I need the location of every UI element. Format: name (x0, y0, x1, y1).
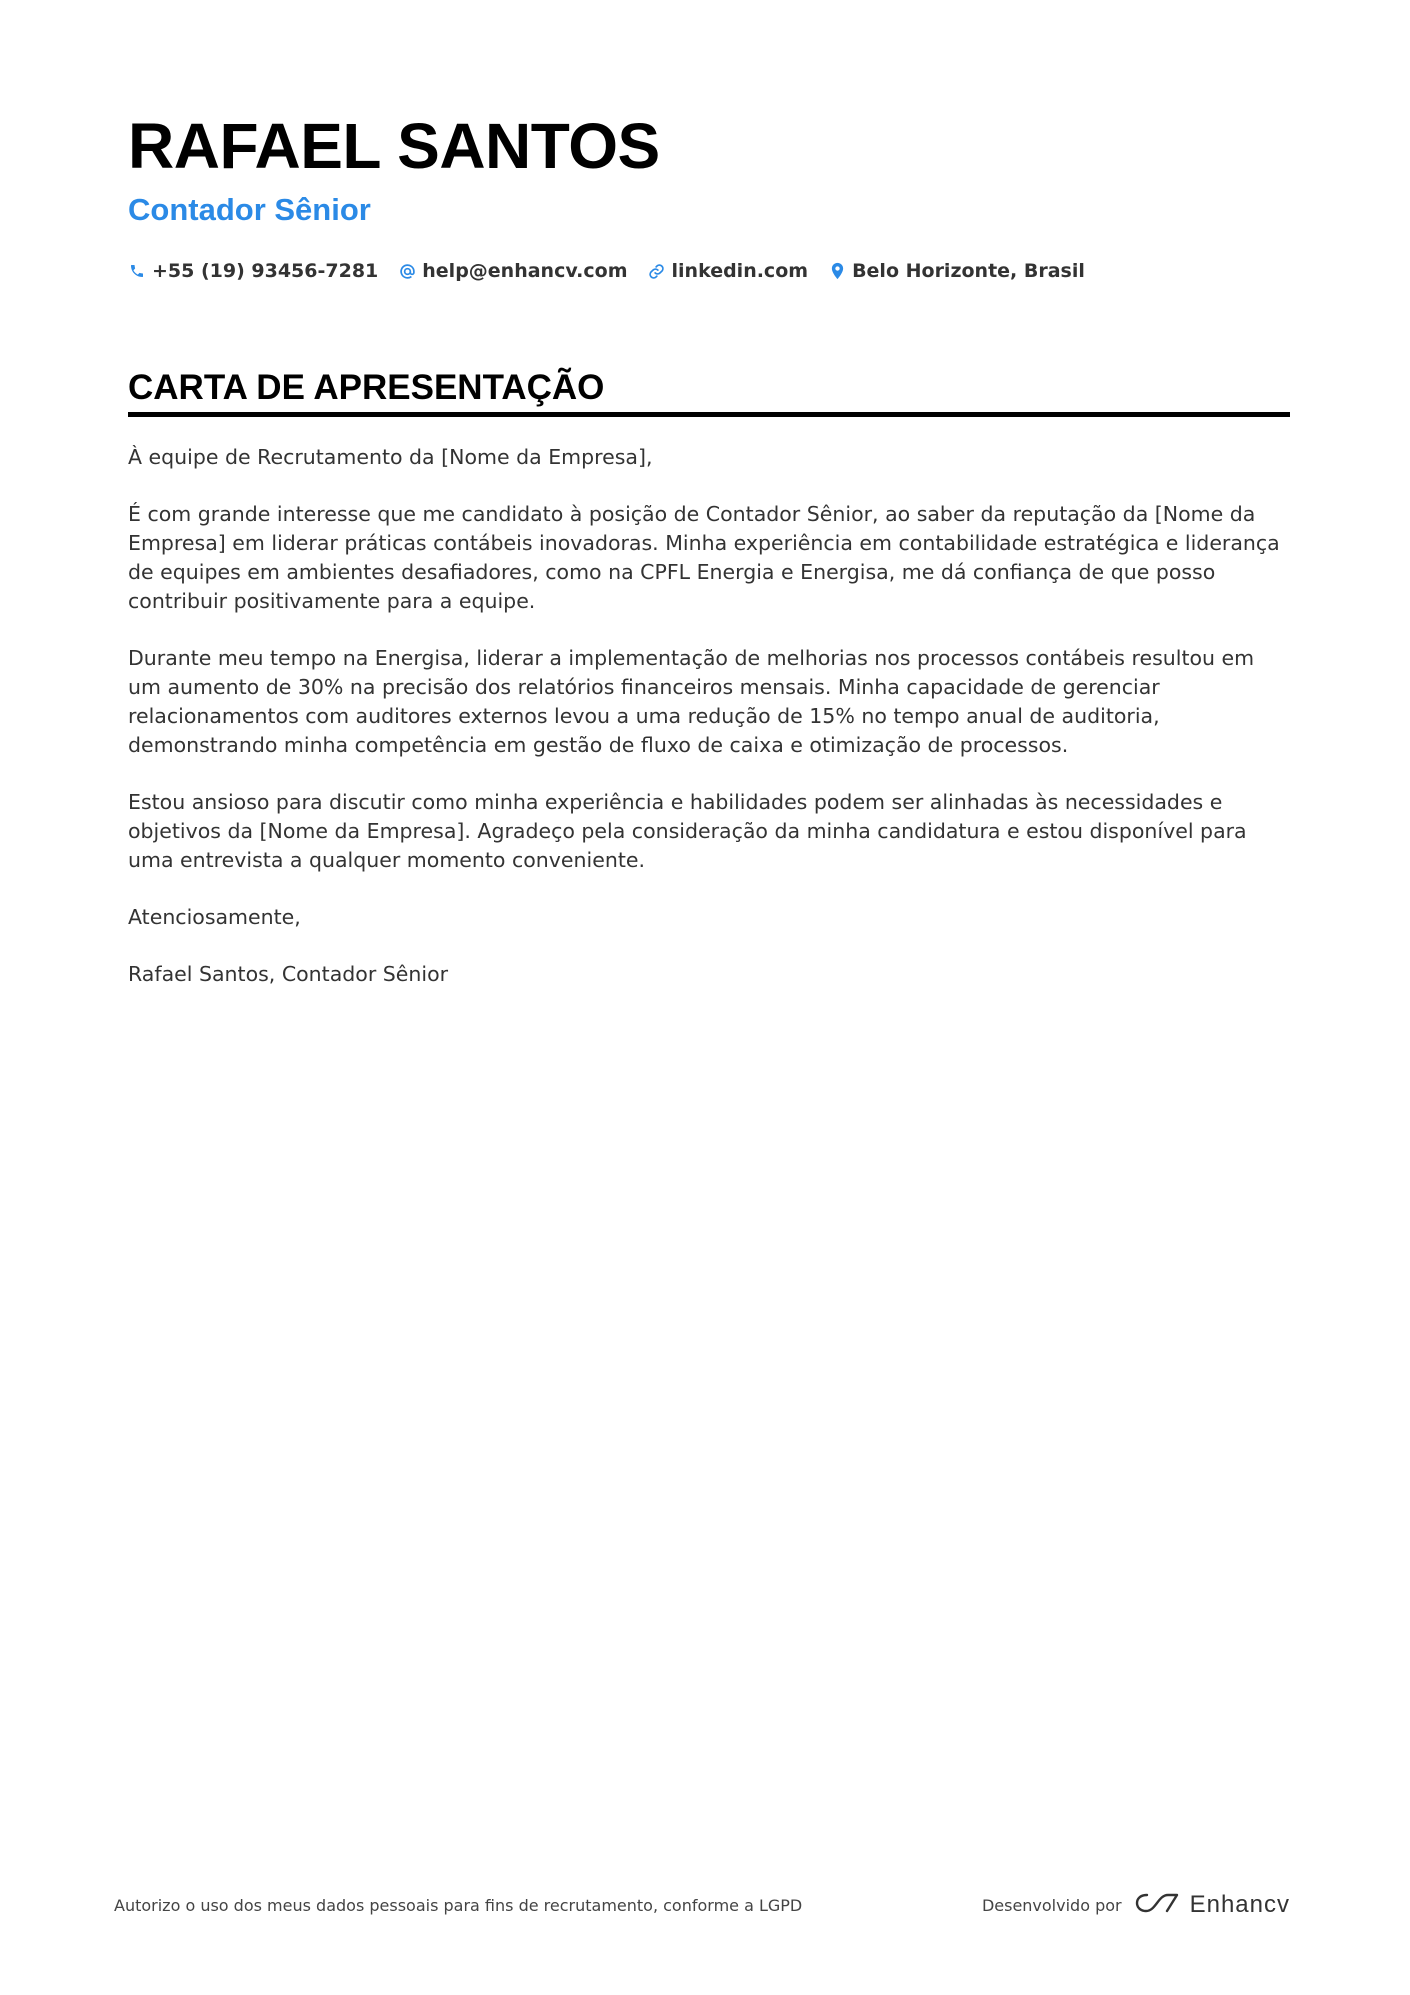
letter-paragraph: É com grande interesse que me candidato à posição de Contador Sênior, ao saber da reputação da [Nome da Empresa] em liderar práticas contábeis inovadoras. Minha experiência em contabilidade estratégica e liderança de equipes em ambientes desafiadores, como na CPFL Energia e Energisa, me dá confiança de que posso contribuir positivamente para a equipe. (128, 502, 1280, 613)
candidate-name: RAFAEL SANTOS (128, 110, 660, 182)
contact-location (828, 260, 1085, 282)
at-icon (398, 262, 416, 280)
section-title: CARTA DE APRESENTAÇÃO (128, 368, 605, 407)
header (128, 108, 1288, 286)
contact-email (398, 260, 627, 282)
letter-closing: Atenciosamente, (128, 905, 301, 929)
contact-linkedin (648, 260, 809, 282)
letter-body (128, 443, 1290, 989)
phone-icon (128, 262, 146, 280)
enhancv-logo-icon (1134, 1890, 1180, 1920)
contact-bar (128, 256, 1288, 286)
letter-paragraph: Durante meu tempo na Energisa, liderar a implementação de melhorias nos processos contábeis resultou em um aumento de 30% na precisão dos relatórios financeiros mensais. Minha capacidade de gerenciar relacionamentos com auditores externos levou a uma redução de 15% no tempo anual de auditoria, demonstrando minha competência em gestão de fluxo de caixa e otimização de processos. (128, 646, 1255, 757)
email-address[interactable]: help@enhancv.com (422, 260, 628, 282)
job-title: Contador Sênior (128, 192, 371, 227)
phone-number[interactable]: +55 (19) 93456-7281 (152, 260, 379, 282)
location: Belo Horizonte, Brasil (852, 260, 1085, 282)
consent-notice: Autorizo o uso dos meus dados pessoais para fins de recrutamento, conforme a LGPD (114, 1896, 803, 1915)
footer (114, 1888, 1290, 1924)
section-divider (128, 412, 1290, 417)
link-icon (648, 262, 666, 280)
contact-phone (128, 260, 378, 282)
cover-letter-section (128, 366, 1290, 1017)
letter-greeting: À equipe de Recrutamento da [Nome da Empresa], (128, 445, 653, 469)
letter-paragraph: Estou ansioso para discutir como minha experiência e habilidades podem ser alinhadas às necessidades e objetivos da [Nome da Empresa]. Agradeço pela consideração da minha candidatura e estou disponível para uma entrevista a qualquer momento conveniente. (128, 790, 1247, 872)
powered-by-label: Desenvolvido por (981, 1895, 1122, 1915)
linkedin-link[interactable]: linkedin.com (671, 260, 809, 282)
location-pin-icon (828, 262, 846, 280)
enhancv-wordmark: Enhancv (1189, 1891, 1290, 1918)
powered-by[interactable] (982, 1888, 1290, 1922)
letter-signature: Rafael Santos, Contador Sênior (128, 962, 449, 986)
